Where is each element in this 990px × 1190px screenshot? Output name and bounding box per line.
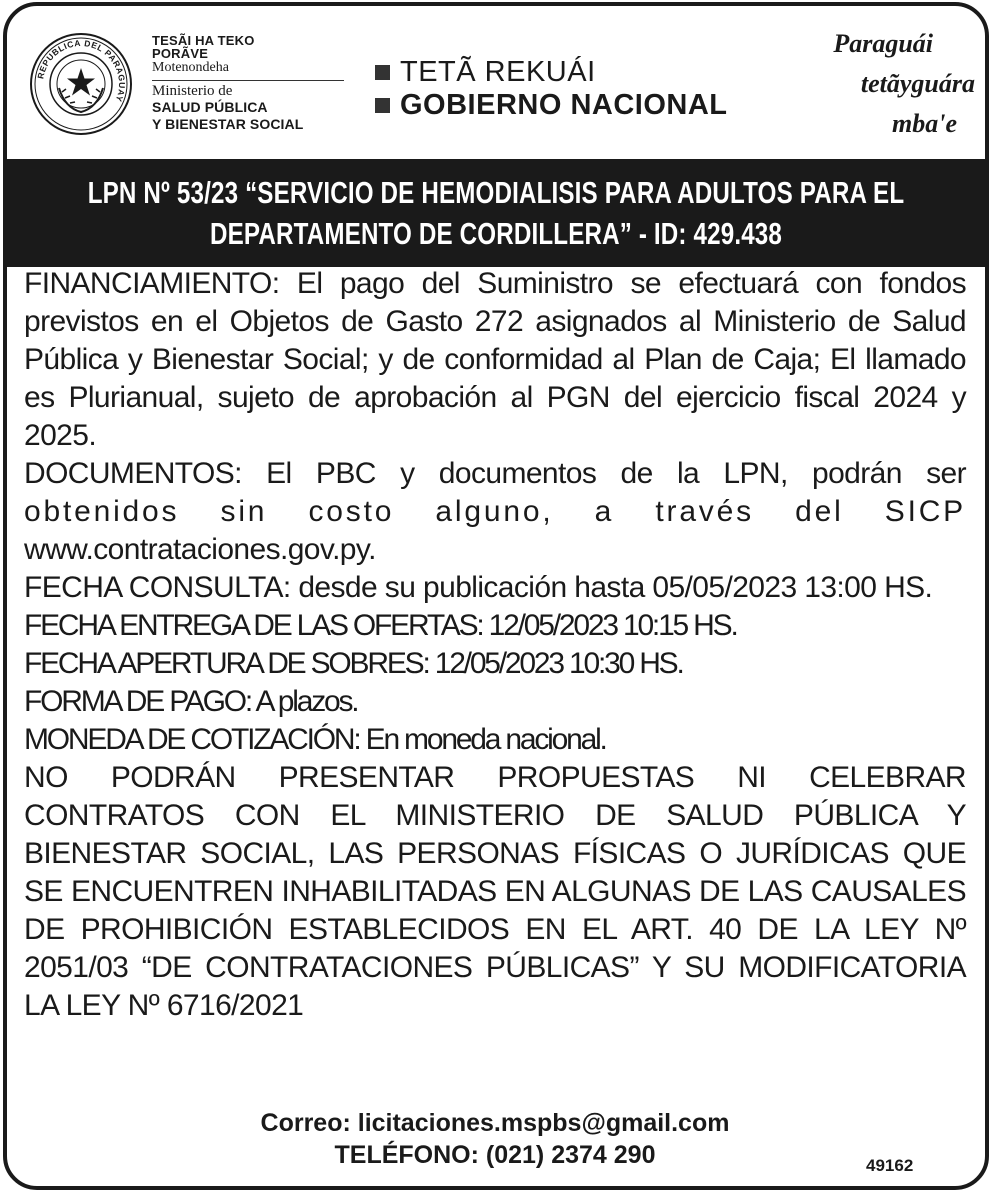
delivery-date: FECHA ENTREGA DE LAS OFERTAS: 12/05/2023 10:15 HS. <box>24 609 737 642</box>
documents-line: obtenidos sin costo alguno, a través del SICP <box>24 495 966 528</box>
ministry-guarani-line: TESÃI HA TEKO <box>152 33 255 48</box>
ministry-spanish-line: Ministerio de <box>152 83 233 99</box>
prohibition-paragraph: NO PODRÁN PRESENTAR PROPUESTAS NI CELEBRAR CONTRATOS CON EL MINISTERIO DE SALUD PÚBLICA Y BIENESTAR SOCIAL, LAS PERSONAS FÍSICAS O JURÍDICAS QUE SE ENCUENTREN INHABILITADAS EN ALGUNAS DE LAS CAUSALES DE PROHIBICIÓN ESTABLECIDOS EN EL ART. 40 DE LA LEY Nº 2051/03 “DE CONTRATACIONES PÚBLICAS” Y SU MODIFICATORIA LA LEY Nº 6716/2021 <box>24 761 966 1022</box>
documents-url: www.contrataciones.gov.py. <box>24 533 376 566</box>
reference-number: 49162 <box>866 1156 914 1175</box>
notice-body <box>24 265 966 1025</box>
square-bullet-icon <box>375 98 390 113</box>
contact-phone: TELÉFONO: (021) 2374 290 <box>334 1141 656 1169</box>
ministry-logo-text <box>152 34 362 133</box>
quote-currency: MONEDA DE COTIZACIÓN: En moneda nacional. <box>24 723 606 756</box>
svg-text:REPUBLICA DEL PARAGUAY: REPUBLICA DEL PARAGUAY <box>35 37 128 104</box>
ministry-divider <box>152 80 344 81</box>
gov-guarani-label: TETÃ REKUÁI <box>400 56 596 88</box>
financing-paragraph: FINANCIAMIENTO: El pago del Suministro se efectuará con fondos previstos en el Objetos de Gasto 272 asignados al Ministerio de Salud Pública y Bienestar Social; y de conformidad al Plan de Caja; El llamado es Plurianual, sujeto de aprobación al PGN del ejercicio fiscal 2024 y 2025. <box>24 267 966 452</box>
payment-method: FORMA DE PAGO: A plazos. <box>24 685 358 718</box>
slogan <box>777 24 977 144</box>
slogan-line: Paraguái <box>833 29 933 58</box>
title-line: DEPARTAMENTO DE CORDILLERA” - ID: 429.438 <box>209 216 783 251</box>
documents-line: DOCUMENTOS: El PBC y documentos de la LPN, podrán ser <box>24 457 966 490</box>
government-brand <box>375 56 728 122</box>
gov-spanish-label: GOBIERNO NACIONAL <box>400 89 728 121</box>
ministry-spanish-line: Y BIENESTAR SOCIAL <box>152 116 304 132</box>
header <box>7 6 985 159</box>
square-bullet-icon <box>375 65 390 80</box>
title-band <box>7 159 985 267</box>
ministry-guarani-line: Motenondeha <box>152 60 229 75</box>
ministry-guarani-line: PORÃVE <box>152 46 209 61</box>
title-line: LPN Nº 53/23 “SERVICIO DE HEMODIALISIS PARA ADULTOS PARA EL <box>87 175 905 210</box>
consultation-date: FECHA CONSULTA: desde su publicación hasta 05/05/2023 13:00 HS. <box>24 571 933 604</box>
ministry-spanish-line: SALUD PÚBLICA <box>152 99 268 115</box>
contact-email: Correo: licitaciones.mspbs@gmail.com <box>260 1109 730 1137</box>
slogan-line: tetãyguára <box>860 69 975 98</box>
slogan-line: mba'e <box>892 109 957 138</box>
national-seal-icon <box>29 32 133 136</box>
opening-date: FECHA APERTURA DE SOBRES: 12/05/2023 10:30 HS. <box>24 647 683 680</box>
